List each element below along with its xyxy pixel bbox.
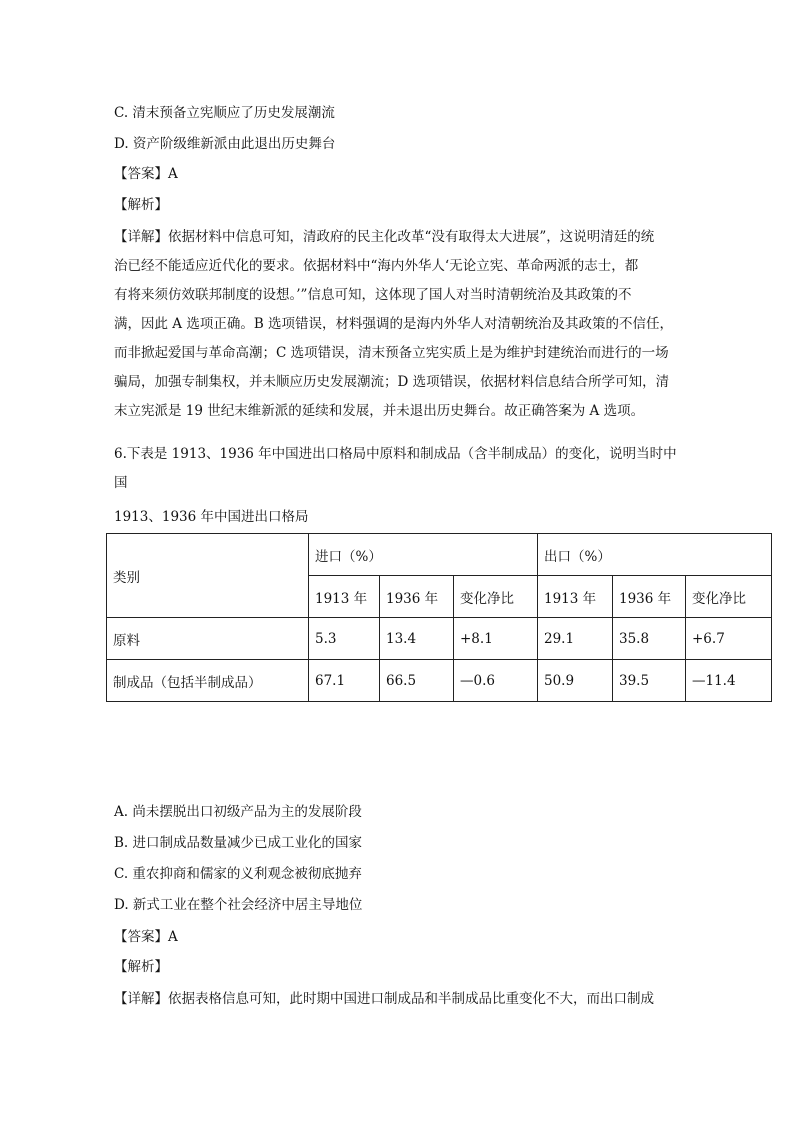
option-c: C. 清末预备立宪顺应了历史发展潮流 [114,105,335,121]
subheader-cell: 1936 年 [380,576,454,618]
table-cell: +8.1 [454,618,538,660]
detail-line: 【详解】依据表格信息可知，此时期中国进口制成品和半制成品比重变化不大，而出口制成 [114,991,654,1007]
option-b: B. 进口制成品数量减少已成工业化的国家 [114,835,363,851]
detail-paragraph [114,227,680,430]
table-cell: 67.1 [309,660,380,702]
table-row [107,618,772,660]
table-cell: 29.1 [538,618,613,660]
table-title: 1913、1936 年中国进出口格局 [114,509,309,525]
question-line: 6.下表是 1913、1936 年中国进出口格局中原料和制成品（含半制成品）的变化，说明当时中 [114,446,677,462]
question-6 [114,444,680,502]
table-cell: 5.3 [309,618,380,660]
subheader-cell: 1913 年 [309,576,380,618]
table-header-row [107,534,772,576]
import-header: 进口（%） [309,534,538,576]
subheader-cell: 变化净比 [686,576,772,618]
detail-line: 治已经不能适应近代化的要求。依据材料中“海内外华人‘无论立宪、革命两派的志士，都 [114,258,639,274]
table-cell: 39.5 [613,660,686,702]
detail-line: 【详解】依据材料中信息可知，清政府的民主化改革“没有取得太大进展”，这说明清廷的统 [114,229,655,245]
analysis-label: 【解析】 [114,959,168,975]
table-cell: 35.8 [613,618,686,660]
detail-line: 而非掀起爱国与革命高潮；C 选项错误，清末预备立宪实质上是为维护封建统治而进行的一场 [114,345,669,361]
detail-line: 满，因此 A 选项正确。B 选项错误，材料强调的是海内外华人对清朝统治及其政策的不信任， [114,316,674,332]
option-d: D. 新式工业在整个社会经济中居主导地位 [114,897,363,913]
export-header: 出口（%） [538,534,772,576]
table-cell: 50.9 [538,660,613,702]
table-cell: +6.7 [686,618,772,660]
row-label: 制成品（包括半制成品） [107,660,309,702]
table-cell: 66.5 [380,660,454,702]
table-cell: 13.4 [380,618,454,660]
subheader-cell: 1936 年 [613,576,686,618]
subheader-cell: 1913 年 [538,576,613,618]
category-header: 类别 [107,534,309,618]
option-c: C. 重农抑商和儒家的义利观念被彻底抛弃 [114,866,362,882]
option-d: D. 资产阶级维新派由此退出历史舞台 [114,136,336,152]
answer-label: 【答案】A [114,929,178,945]
analysis-label: 【解析】 [114,197,168,213]
detail-line: 末立宪派是 19 世纪末维新派的延续和发展，并未退出历史舞台。故正确答案为 A 选项。 [114,403,645,419]
table-row [107,660,772,702]
detail-line: 骗局，加强专制集权，并未顺应历史发展潮流；D 选项错误，依据材料信息结合所学可知，清 [114,374,670,390]
detail-line: 有将来须仿效联邦制度的设想。’”信息可知，这体现了国人对当时清朝统治及其政策的不 [114,287,632,303]
table-cell: —11.4 [686,660,772,702]
trade-table [106,533,772,702]
option-a: A. 尚未摆脱出口初级产品为主的发展阶段 [114,804,362,820]
question-line: 国 [114,475,128,491]
row-label: 原料 [107,618,309,660]
subheader-cell: 变化净比 [454,576,538,618]
table-cell: —0.6 [454,660,538,702]
answer-label: 【答案】A [114,166,178,182]
